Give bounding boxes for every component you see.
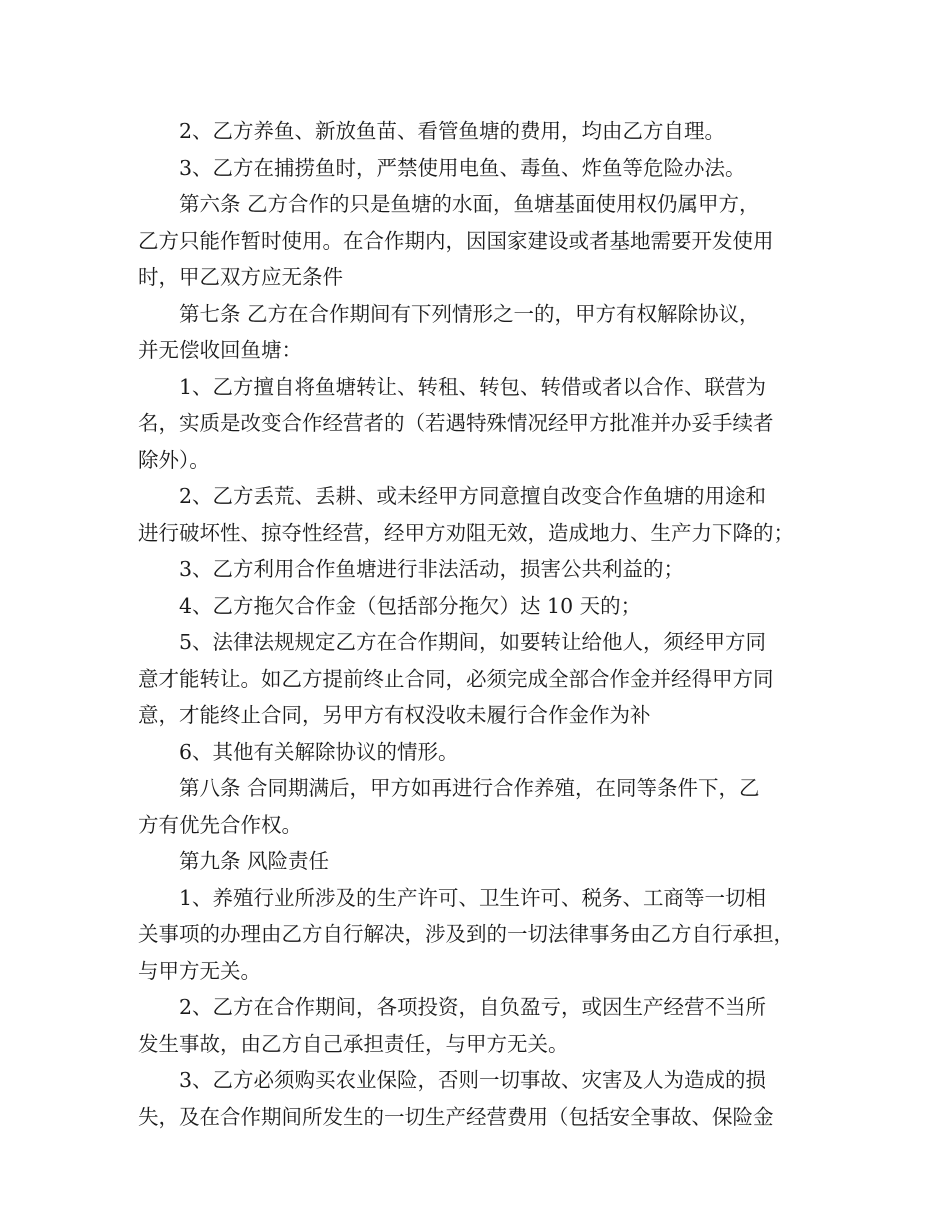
text-line: 意才能转让。如乙方提前终止合同，必须完成全部合作金并经得甲方同: [138, 666, 774, 691]
text-line: 除外）。: [138, 447, 210, 472]
text-line: 关事项的办理由乙方自行解决，涉及到的一切法律事务由乙方自行承担，: [138, 922, 794, 946]
text-line: 2、乙方丢荒、丢耕、或未经甲方同意擅自改变合作鱼塘的用途和: [179, 484, 767, 508]
text-line: 时，甲乙双方应无条件: [138, 265, 343, 289]
text-line: 名，实质是改变合作经营者的（若遇特殊情况经甲方批准并办妥手续者: [138, 411, 774, 435]
paragraph: [138, 113, 818, 150]
paragraph: [138, 624, 818, 734]
paragraph: [138, 551, 818, 588]
text-line: 与甲方无关。: [138, 958, 261, 983]
document-body: [138, 113, 818, 1135]
text-line: 第八条 合同期满后，甲方如再进行合作养殖，在同等条件下，乙: [179, 776, 760, 800]
paragraph: [138, 296, 818, 369]
text-line: 1、养殖行业所涉及的生产许可、卫生许可、税务、工商等一切相: [179, 885, 767, 910]
text-line: 2、乙方养鱼、新放鱼苗、看管鱼塘的费用，均由乙方自理。: [179, 119, 726, 143]
paragraph: [138, 150, 818, 187]
text-line: 失，及在合作期间所发生的一切生产经营费用（包括安全事故、保险金: [138, 1104, 774, 1129]
paragraph: [138, 843, 818, 880]
text-line: 1、乙方擅自将鱼塘转让、转租、转包、转借或者以合作、联营为: [179, 374, 767, 399]
text-line: 进行破坏性、掠夺性经营，经甲方劝阻无效，造成地力、生产力下降的；: [138, 520, 794, 545]
paragraph: [138, 734, 818, 771]
text-line: 第六条 乙方合作的只是鱼塘的水面，鱼塘基面使用权仍属甲方，: [179, 192, 760, 216]
paragraph: [138, 989, 818, 1062]
text-line: 意，才能终止合同，另甲方有权没收未履行合作金作为补: [138, 703, 651, 727]
text-line: 发生事故，由乙方自己承担责任，与甲方无关。: [138, 1031, 569, 1056]
paragraph: [138, 588, 818, 625]
text-line: 3、乙方利用合作鱼塘进行非法活动，损害公共利益的；: [179, 557, 685, 581]
text-line: 第七条 乙方在合作期间有下列情形之一的，甲方有权解除协议，: [179, 301, 760, 326]
paragraph: [138, 880, 818, 990]
paragraph: [138, 186, 818, 296]
text-line: 方有优先合作权。: [138, 812, 302, 837]
text-line: 乙方只能作暂时使用。在合作期内，因国家建设或者基地需要开发使用: [138, 228, 774, 253]
text-line: 并无偿收回鱼塘：: [138, 338, 302, 362]
text-line: 2、乙方在合作期间，各项投资，自负盈亏，或因生产经营不当所: [179, 995, 767, 1019]
text-line: 4、乙方拖欠合作金（包括部分拖欠）达 10 天的；: [179, 593, 642, 618]
text-line: 3、乙方必须购买农业保险，否则一切事故、灾害及人为造成的损: [179, 1068, 767, 1092]
paragraph: [138, 369, 818, 479]
text-line: 第九条 风险责任: [179, 849, 330, 873]
text-line: 6、其他有关解除协议的情形。: [179, 739, 459, 764]
paragraph: [138, 770, 818, 843]
paragraph: [138, 478, 818, 551]
text-line: 3、乙方在捕捞鱼时，严禁使用电鱼、毒鱼、炸鱼等危险办法。: [179, 155, 746, 180]
text-line: 5、法律法规规定乙方在合作期间，如要转让给他人，须经甲方同: [179, 630, 767, 654]
paragraph: [138, 1062, 818, 1135]
